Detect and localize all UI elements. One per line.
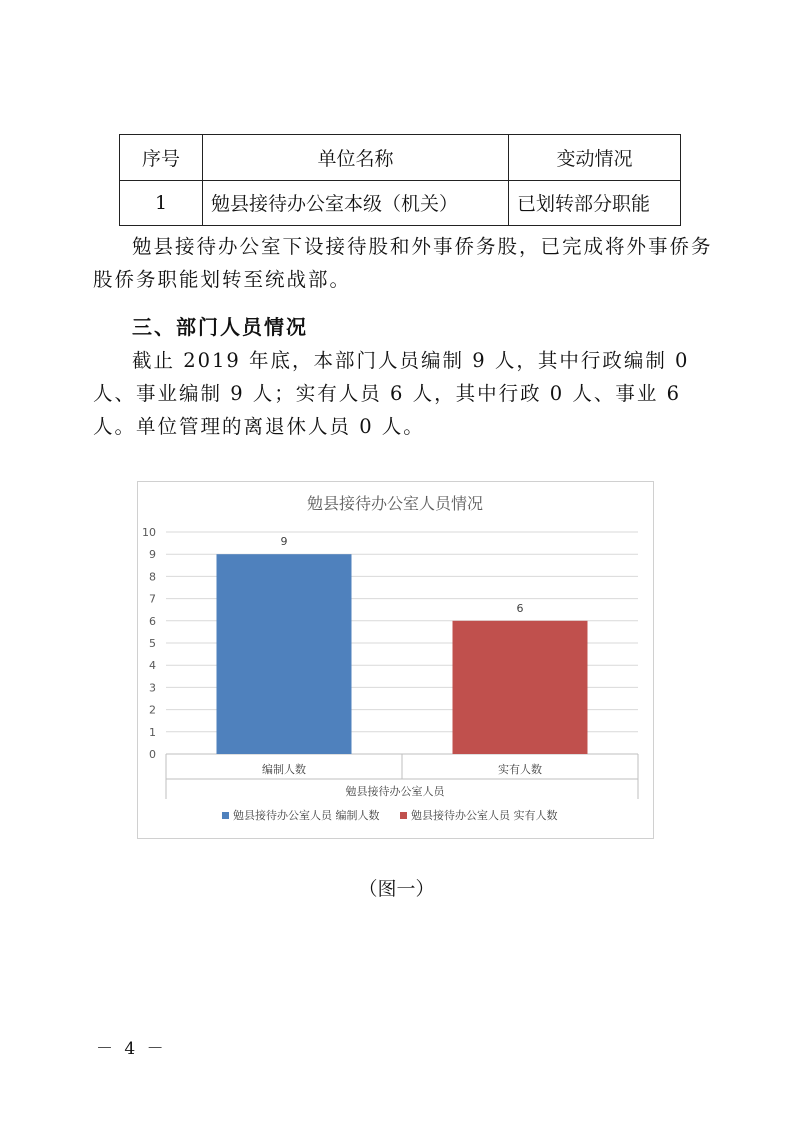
y-tick-label: 1 (149, 725, 156, 739)
unit-change-table (119, 134, 681, 226)
bar (453, 621, 588, 754)
data-label: 9 (280, 535, 288, 549)
bar (217, 554, 352, 754)
section-heading: 三、部门人员情况 (132, 315, 308, 339)
table-cell: 勉县接待办公室本级（机关） (203, 180, 509, 226)
x-tick-label: 实有人数 (498, 763, 542, 776)
x-axis-title: 勉县接待办公室人员 (345, 785, 445, 798)
table-header-cell: 单位名称 (203, 135, 509, 181)
paragraph-transfer: 勉县接待办公室下设接待股和外事侨务股，已完成将外事侨务股侨务职能划转至统战部。 (93, 235, 713, 291)
y-tick-label: 2 (149, 703, 156, 717)
table-cell: 1 (120, 180, 203, 226)
legend-label: 勉县接待办公室人员 编制人数 (233, 809, 380, 822)
figure-caption: （图一） (358, 878, 435, 900)
table-row (120, 180, 681, 226)
legend-swatch (222, 812, 229, 819)
legend-swatch (400, 812, 407, 819)
table-header-row (120, 135, 681, 181)
paragraph-staff: 截止 2019 年底，本部门人员编制 9 人，其中行政编制 0 人、事业编制 9 人；实有人员 6 人，其中行政 0 人、事业 6 人。单位管理的离退休人员 0 人。 (93, 349, 690, 438)
y-tick-label: 9 (149, 548, 156, 562)
staff-chart (137, 481, 654, 839)
y-tick-label: 6 (149, 614, 156, 628)
table-cell: 已划转部分职能 (509, 180, 681, 226)
y-tick-label: 0 (149, 748, 156, 761)
legend-label: 勉县接待办公室人员 实有人数 (411, 809, 558, 822)
table-header-cell: 变动情况 (509, 135, 681, 181)
y-tick-label: 5 (149, 637, 156, 650)
chart-title: 勉县接待办公室人员情况 (306, 494, 484, 513)
chart-svg (138, 482, 653, 838)
page-number: － 4 － (96, 1039, 167, 1059)
data-label: 6 (516, 601, 524, 615)
x-tick-label: 编制人数 (262, 763, 306, 776)
y-tick-label: 3 (149, 681, 156, 695)
y-tick-label: 4 (149, 659, 156, 673)
y-tick-label: 10 (142, 526, 156, 539)
y-tick-label: 7 (149, 592, 156, 606)
y-tick-label: 8 (149, 570, 156, 584)
table-header-cell: 序号 (120, 135, 203, 181)
